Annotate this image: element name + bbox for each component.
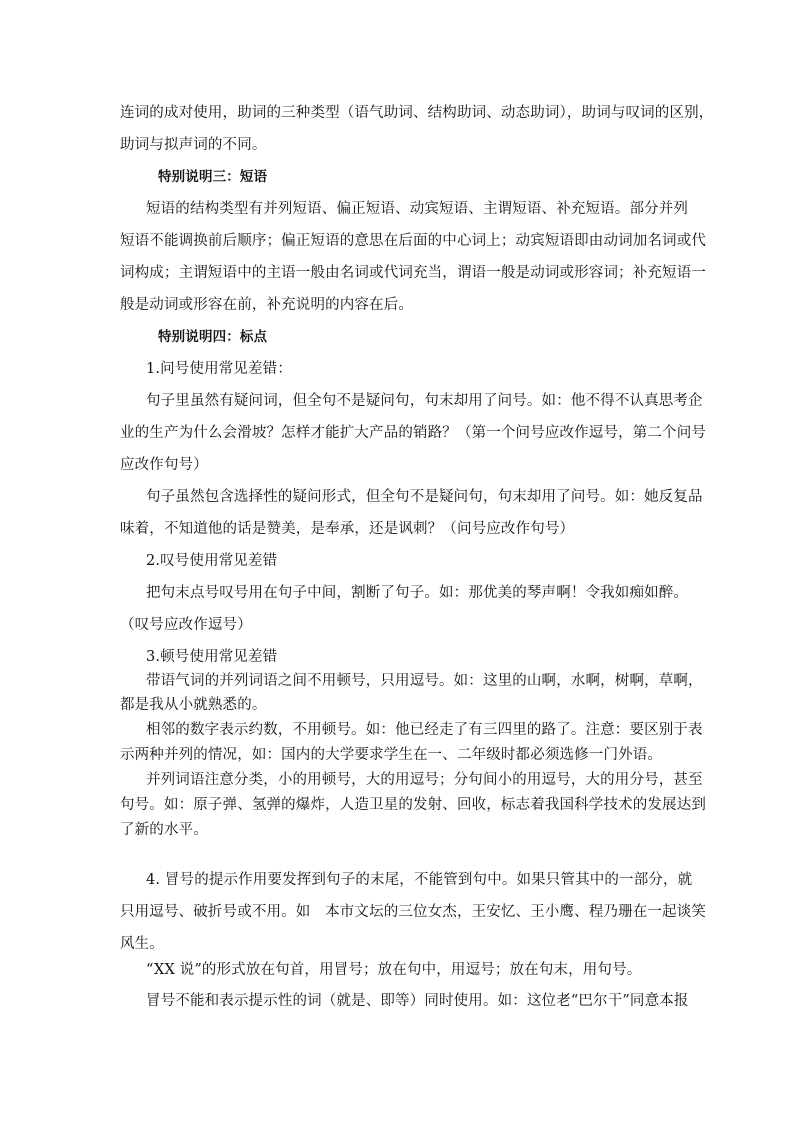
text-line: 只用逗号、破折号或不用。如 本市文坛的三位女杰，王安忆、王小鹰、程乃珊在一起谈笑 [120, 904, 706, 920]
text-line: 句子虽然包含选择性的疑问形式，但全句不是疑问句，句末却用了问号。如：她反复品 [146, 489, 703, 505]
text-line: 味着，不知道他的话是赞美，是奉承，还是讽刺？（问号应改作句号） [120, 521, 575, 537]
list-item-heading: 1.问号使用常见差错： [146, 361, 292, 377]
text-line: 都是我从小就熟悉的。 [120, 697, 267, 713]
list-item-heading: 3.顿号使用常见差错 [146, 649, 278, 665]
text-line: 风生。 [120, 936, 164, 952]
text-line: 助词与拟声词的不同。 [120, 137, 267, 153]
text-line: 冒号不能和表示提示性的词（就是、即等）同时使用。如：这位老“巴尔干”同意本报 [146, 993, 689, 1009]
section-heading: 特别说明四：标点 [158, 329, 268, 345]
section-heading: 特别说明三：短语 [158, 169, 268, 185]
text-line: 并列词语注意分类，小的用顿号，大的用逗号；分句间小的用逗号，大的用分号，甚至 [146, 772, 703, 788]
text-line: 把句末点号叹号用在句子中间，割断了句子。如：那优美的琴声啊！令我如痴如醉。 [146, 585, 689, 601]
text-line: 应改作句号） [120, 457, 208, 473]
text-line: 示两种并列的情况，如：国内的大学要求学生在一、二年级时都必须选修一门外语。 [120, 747, 663, 763]
text-line: 带语气词的并列词语之间不用顿号，只用逗号。如：这里的山啊，水啊，树啊，草啊， [146, 673, 703, 689]
text-line: 连词的成对使用，助词的三种类型（语气助词、结构助词、动态助词），助词与叹词的区别， [120, 105, 714, 121]
text-line: 了新的水平。 [120, 822, 208, 838]
text-line: 词构成；主谓短语中的主语一般由名词或代词充当，谓语一般是动词或形容词；补充短语一 [120, 265, 706, 281]
list-item-heading: 2.叹号使用常见差错 [146, 553, 278, 569]
text-line: “XX 说”的形式放在句首，用冒号；放在句中，用逗号；放在句末，用句号。 [146, 962, 642, 978]
text-line: 相邻的数字表示约数，不用顿号。如：他已经走了有三四里的路了。注意：要区别于表 [146, 722, 703, 738]
text-line: 般是动词或形容在前，补充说明的内容在后。 [120, 297, 413, 313]
text-line: 句子里虽然有疑问词，但全句不是疑问句，句末却用了问号。如：他不得不认真思考企 [146, 393, 703, 409]
text-line: 短语的结构类型有并列短语、偏正短语、动宾短语、主谓短语、补充短语。部分并列 [146, 201, 689, 217]
text-line: 短语不能调换前后顺序；偏正短语的意思在后面的中心词上；动宾短语即由动词加名词或代 [120, 233, 706, 249]
text-line: （叹号应改作逗号） [120, 617, 252, 633]
text-line: 业的生产为什么会滑坡？怎样才能扩大产品的销路？（第一个问号应改作逗号，第二个问号 [120, 425, 706, 441]
list-item-heading: 4. 冒号的提示作用要发挥到句子的末尾，不能管到句中。如果只管其中的一部分，就 [146, 872, 693, 888]
text-line: 句号。如：原子弹、氢弹的爆炸，人造卫星的发射、回收，标志着我国科学技术的发展达到 [120, 797, 706, 813]
